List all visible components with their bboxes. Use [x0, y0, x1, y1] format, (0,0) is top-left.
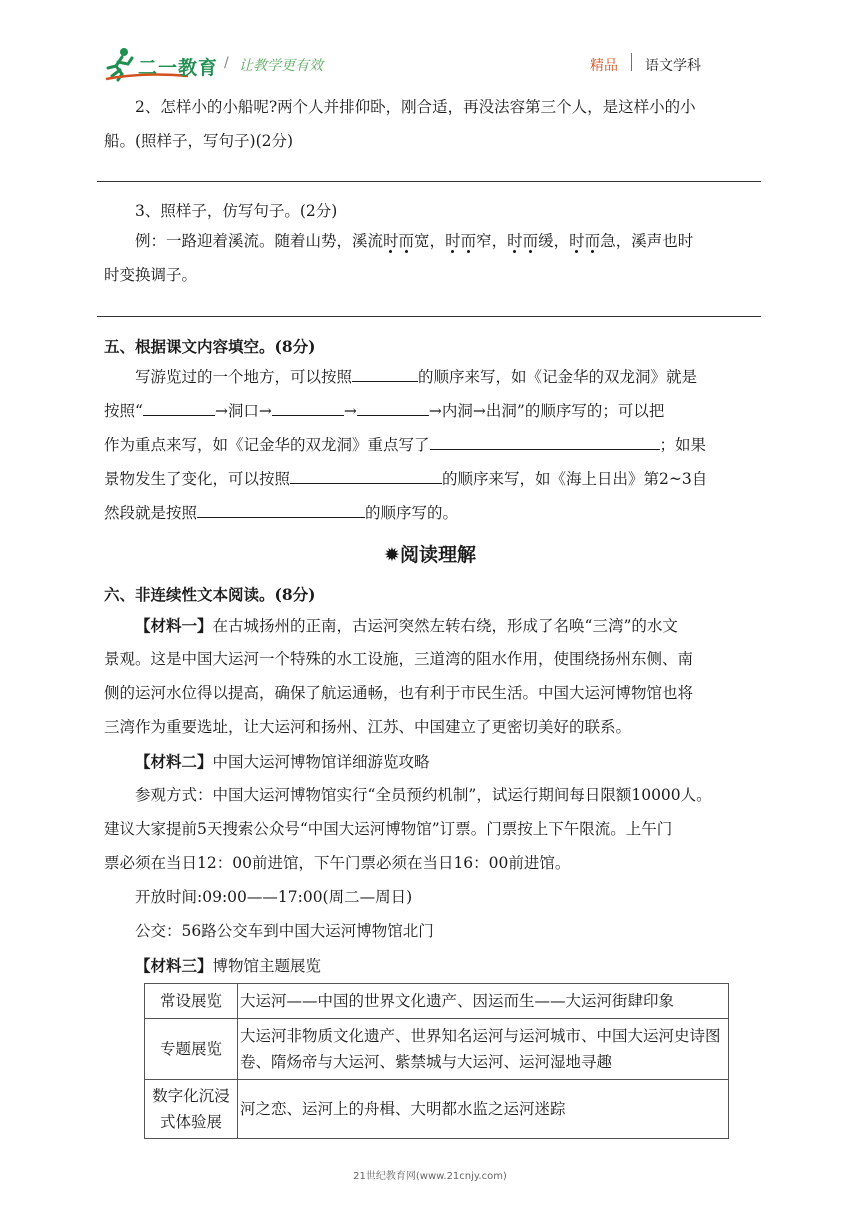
blank-1[interactable]: [352, 363, 418, 382]
table-row: [145, 1080, 729, 1139]
exhibit-category: 专题展览: [145, 1019, 238, 1080]
material-1-line-3: 侧的运河水位得以提高，确保了航运通畅，也有利于市民生活。中国大运河博物馆也将: [104, 684, 694, 702]
q3-answer-line[interactable]: [97, 316, 761, 317]
s5-line-4: 景物发生了变化，可以按照 的顺序来写，如《海上日出》第2~3自: [104, 465, 762, 494]
material-1-line-4: 三湾作为重要选址，让大运河和扬州、江苏、中国建立了更密切美好的联系。: [104, 718, 632, 736]
material-1-line-1: 【材料一】在古城扬州的正南，古运河突然左转右绕，形成了名唤“三湾”的水文: [135, 616, 678, 635]
page-header: [0, 0, 860, 80]
blank-5[interactable]: [430, 431, 660, 450]
exhibit-category: 常设展览: [145, 984, 238, 1019]
table-row: [145, 1019, 729, 1080]
s5-line-3: 作为重点来写，如《记金华的双龙洞》重点写了 ；如果: [104, 431, 762, 460]
section-5-title: 五、根据课文内容填空。(8分): [104, 337, 316, 356]
blank-6[interactable]: [290, 465, 442, 484]
material-3-heading: 【材料三】博物馆主题展览: [135, 956, 322, 975]
material-1-line-2: 景观。这是中国大运河一个特殊的水工设施，三道湾的阻水作用，使围绕扬州东侧、南: [104, 650, 694, 668]
exhibit-content: 河之恋、运河上的舟楫、大明都水监之运河迷踪: [238, 1080, 729, 1139]
q2-line-1: 2、怎样小的小船呢?两个人并排仰卧，刚合适，再没法容第三个人，是这样小的小: [135, 98, 696, 116]
material-2-heading: 【材料二】中国大运河博物馆详细游览攻略: [135, 752, 430, 771]
s5-line-1: 写游览过的一个地方，可以按照 的顺序来写，如《记金华的双龙洞》就是: [135, 363, 793, 392]
section-6-title: 六、非连续性文本阅读。(8分): [104, 585, 316, 604]
exhibit-content: 大运河非物质文化遗产、世界知名运河与运河城市、中国大运河史诗图卷、隋炀帝与大运河、紫禁城与大运河、运河湿地寻趣: [238, 1019, 729, 1080]
q3-example-line-1: 例：一路迎着溪流。随着山势，溪流时而宽，时而窄，时而缓，时而急，溪声也时: [135, 232, 694, 250]
exhibit-category: 数字化沉浸式体验展: [145, 1080, 238, 1139]
reading-section-title: ✹阅读理解: [384, 544, 476, 566]
q2-answer-line[interactable]: [97, 181, 761, 182]
blank-3[interactable]: [272, 397, 344, 416]
q3-title: 3、照样子，仿写句子。(2分): [135, 202, 338, 220]
tag-divider: [631, 53, 632, 71]
blank-2[interactable]: [143, 397, 215, 416]
blank-7[interactable]: [197, 499, 365, 518]
slogan-divider: /: [224, 55, 229, 71]
page-footer: 21世纪教育网(www.21cnjy.com): [353, 1171, 507, 1182]
visit-method-line-2: 建议大家提前5天搜索公众号“中国大运河博物馆”订票。门票按上下午限流。上午门: [104, 820, 673, 838]
s5-line-5: 然段就是按照 的顺序写的。: [104, 499, 762, 528]
exhibit-content: 大运河——中国的世界文化遗产、因运而生——大运河街肆印象: [238, 984, 729, 1019]
exhibition-table: [144, 983, 729, 1139]
subject-tag: 语文学科: [645, 58, 701, 74]
visit-method-line-1: 参观方式：中国大运河博物馆实行“全员预约机制”，试运行期间每日限额10000人。: [135, 786, 712, 804]
visit-method-line-3: 票必须在当日12：00前进馆，下午门票必须在当日16：00前进馆。: [104, 854, 571, 872]
brand-name: 二一教育: [138, 57, 219, 79]
s5-line-2: 按照“ →洞口→ → →内洞→出洞”的顺序写的；可以把: [104, 397, 762, 426]
blank-4[interactable]: [357, 397, 429, 416]
bus-route: 公交：56路公交车到中国大运河博物馆北门: [135, 922, 434, 940]
opening-hours: 开放时间:09:00——17:00(周二—周日): [135, 888, 413, 906]
q3-example-line-2: 时变换调子。: [104, 266, 198, 284]
q2-line-2: 船。(照样子，写句子)(2分): [104, 132, 294, 150]
slogan: 让教学更有效: [239, 58, 323, 74]
premium-tag: 精品: [590, 58, 618, 74]
table-row: [145, 984, 729, 1019]
